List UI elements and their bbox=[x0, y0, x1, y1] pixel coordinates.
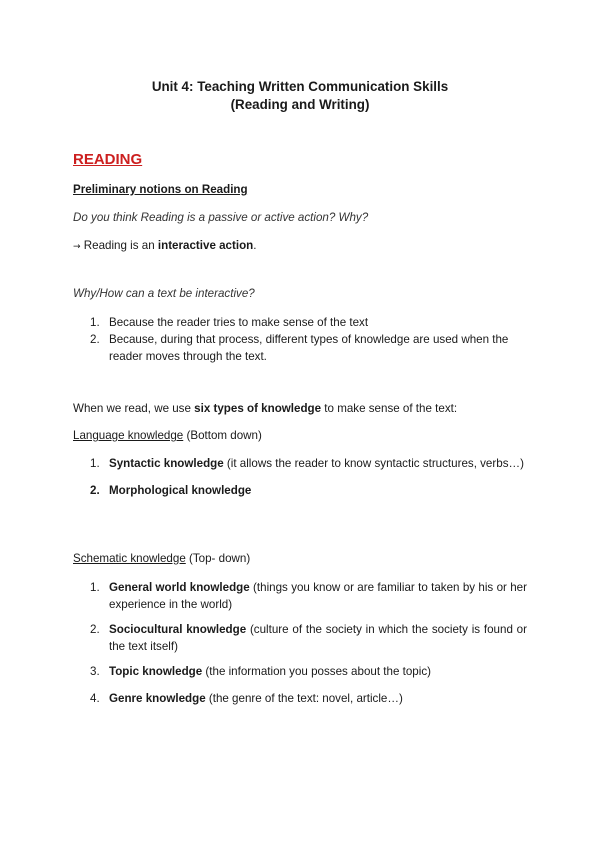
question-interactive-text: Why/How can a text be interactive? bbox=[73, 287, 255, 300]
question-passive-active: Do you think Reading is a passive or active action? Why? bbox=[73, 211, 369, 224]
answer-bold: interactive action bbox=[157, 239, 254, 252]
language-knowledge-list bbox=[73, 455, 527, 499]
section-heading-reading: READING bbox=[73, 151, 143, 168]
list-item: 4. Genre knowledge (the genre of the text: novel, article…) bbox=[90, 692, 403, 705]
list-item: 1. Because the reader tries to make sense of the text bbox=[90, 316, 369, 329]
page-title-line2: (Reading and Writing) bbox=[230, 97, 370, 112]
list-item: 2. Sociocultural knowledge (culture of the society in which the society is found or the text itself) bbox=[90, 623, 527, 653]
list-item: 2. Morphological knowledge bbox=[90, 484, 252, 497]
answer-pre: Reading is an bbox=[80, 239, 158, 252]
list-item: 1. Syntactic knowledge (it allows the reader to know syntactic structures, verbs…) bbox=[90, 457, 524, 470]
list-item: 2. Because, during that process, different types of knowledge are used when the reader moves through the text. bbox=[90, 333, 509, 363]
interactive-reasons-list bbox=[73, 314, 527, 365]
language-knowledge-label: Language knowledge (Bottom down) bbox=[73, 429, 262, 442]
page-title-line1: Unit 4: Teaching Written Communication Skills bbox=[151, 79, 449, 94]
subheading-preliminary: Preliminary notions on Reading bbox=[73, 183, 248, 196]
arrow-icon: → bbox=[73, 242, 81, 252]
list-item: 1. General world knowledge (things you know or are familiar to taken by his or her experience in the world) bbox=[90, 581, 527, 611]
schematic-knowledge-list bbox=[73, 579, 527, 707]
answer-interactive-action bbox=[73, 239, 257, 252]
six-types-sentence: When we read, we use six types of knowledge to make sense of the text: bbox=[73, 402, 458, 415]
list-item: 3. Topic knowledge (the information you posses about the topic) bbox=[90, 665, 431, 678]
schematic-knowledge-label: Schematic knowledge (Top- down) bbox=[73, 552, 251, 565]
answer-post: . bbox=[253, 239, 257, 252]
